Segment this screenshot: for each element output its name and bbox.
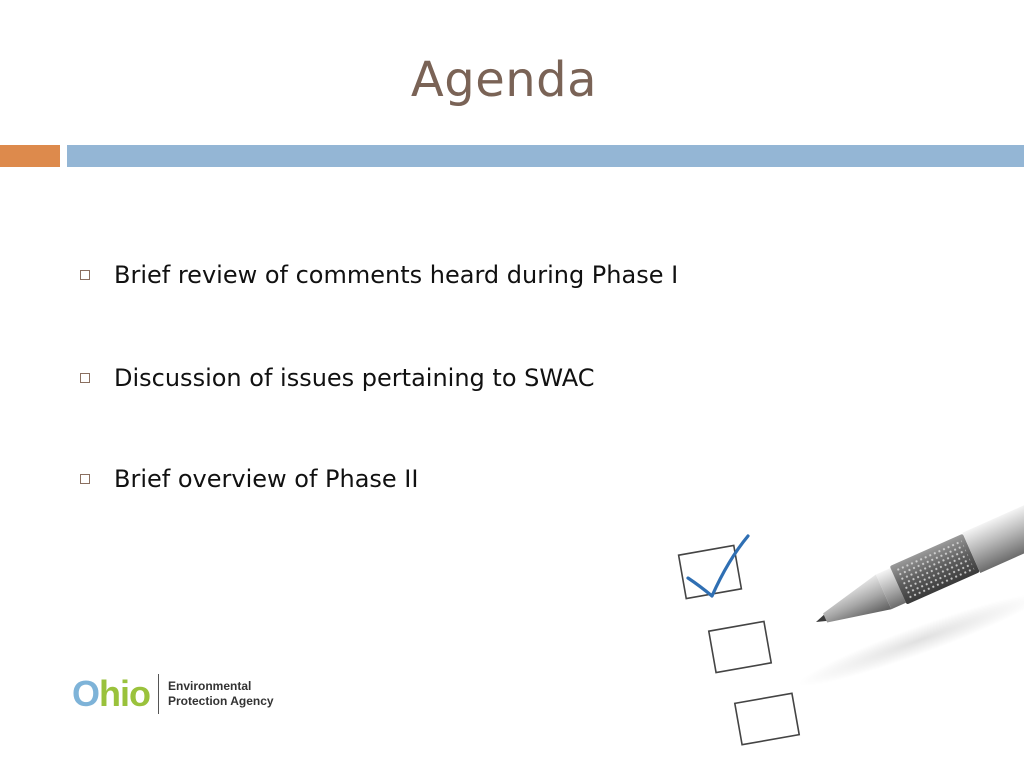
title-rule-blue: [67, 145, 1024, 167]
title-rule-orange: [0, 145, 60, 167]
checked-box-icon: [679, 536, 748, 599]
logo-agency-name: [168, 679, 274, 709]
square-bullet-icon: [80, 474, 90, 484]
square-bullet-icon: [80, 270, 90, 280]
empty-box-icon: [709, 621, 771, 672]
logo-line-1: Environmental: [168, 679, 252, 693]
empty-box-icon: [735, 693, 799, 744]
bullet-item: [80, 358, 595, 398]
slide-title: Agenda: [410, 52, 598, 108]
bullet-item: [80, 459, 418, 499]
logo-letter-o: O: [72, 673, 100, 714]
ohio-logo-mark: [72, 673, 150, 714]
bullet-text: Brief review of comments heard during Phase I: [114, 261, 679, 289]
bullet-item: [80, 255, 678, 295]
bullet-text: Discussion of issues pertaining to SWAC: [114, 364, 595, 392]
logo-letters-hio: hio: [99, 673, 150, 714]
bullet-text: Brief overview of Phase II: [114, 465, 419, 493]
logo-line-2: Protection Agency: [168, 694, 274, 708]
ohio-epa-logo: [72, 672, 274, 716]
logo-divider: [158, 674, 159, 714]
checklist-pen-illustration: [620, 500, 1024, 768]
square-bullet-icon: [80, 373, 90, 383]
